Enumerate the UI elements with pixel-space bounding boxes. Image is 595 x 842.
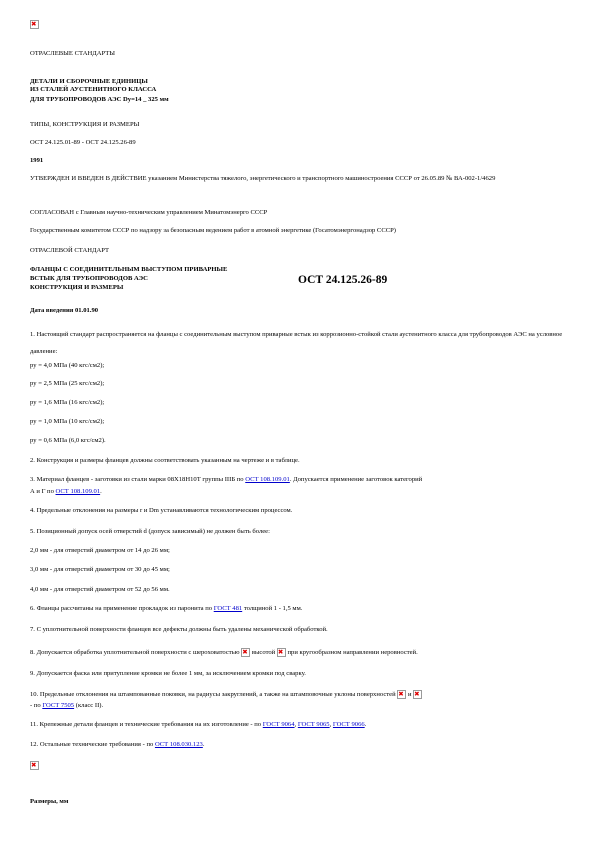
item-11-text-a: 11. Крепежные детали фланцев и технические требования на их изготовление - по [30,721,262,728]
item-10-text-a: 10. Предельные отклонения на штампованные поковки, на радиусы закруглений, а также на штамповочные уклоны поверхностей [30,691,396,699]
item-5: 5. Позиционный допуск осей отверстий d (допуск зависимый) не должен быть более: [30,528,270,535]
item-11-end: . [364,721,367,728]
item-3-text-c: А и Г по [30,488,54,495]
item-10-text-d: (класс II). [75,702,104,709]
item-8-text-b: высотой [251,649,276,657]
gost-9066-link[interactable]: ГОСТ 9066 [332,721,365,728]
item-6 [30,605,302,613]
item-12-text-a: 12. Остальные технические требования - по [30,741,154,748]
dimensions-label: Размеры, мм [30,798,69,805]
title-line-2: ИЗ СТАЛЕЙ АУСТЕНИТНОГО КЛАССА [30,86,157,93]
surface-symbol-1-icon [397,690,406,699]
item-3-text-d: . [100,488,102,495]
item-8-text-c: при кругообразном направлении неровностей. [287,649,418,657]
item-12 [30,741,204,749]
agreed-text-1: СОГЛАСОВАН с Главным научно-техническим управлением Минатомэнерго СССР [30,209,268,216]
tolerance-3: 4,0 мм - для отверстий диаметром от 52 до 56 мм. [30,586,170,593]
item-8-text-a: 8. Допускается обработка уплотнительной поверхности с шероховатостью [30,649,240,657]
pressure-2: py = 2,5 МПа (25 кгс/см2); [30,380,105,387]
pressure-3: py = 1,6 МПа (16 кгс/см2); [30,399,105,406]
pressure-1: py = 4,0 МПа (40 кгс/см2); [30,362,105,369]
ost-108-109-01-link[interactable]: ОСТ 108.109.01 [245,476,290,483]
standard-code: ОСТ 24.125.26-89 [298,274,388,286]
roughness-height-icon [277,648,286,657]
standard-name-line-3: КОНСТРУКЦИЯ И РАЗМЕРЫ [30,284,124,291]
item-9: 9. Допускается фаска или притупление кромки не более 1 мм, за исключением кромки под сварку. [30,670,306,677]
item-3-text-b: . Допускается применение заготовок категорий [289,476,423,483]
roughness-symbol-icon [241,648,250,657]
item-10-line-2 [30,702,103,710]
gost-9064-link[interactable]: ГОСТ 9064 [262,721,295,728]
year: 1991 [30,157,44,164]
gost-9065-link[interactable]: ГОСТ 9065 [297,721,330,728]
title-line-3: ДЛЯ ТРУБОПРОВОДОВ АЭС Dy=14 _ 325 мм [30,96,169,103]
standard-name-line-1: ФЛАНЦЫ С СОЕДИНИТЕЛЬНЫМ ВЫСТУПОМ ПРИВАРНЫЕ [30,266,228,273]
item-6-text-b: толщиной 1 - 1,5 мм. [243,605,303,612]
title-line-1: ДЕТАЛИ И СБОРОЧНЫЕ ЕДИНИЦЫ [30,78,148,85]
gost-7505-link[interactable]: ГОСТ 7505 [42,702,75,709]
broken-image-icon-drawing [30,761,39,770]
item-11-separator-1: , [294,721,297,728]
item-10-text-c: - по [30,702,41,709]
gost-481-link[interactable]: ГОСТ 481 [213,605,243,612]
item-4: 4. Предельные отклонения на размеры r и Dm устанавливаются технологическим процессом. [30,507,293,514]
ost-108-109-01-link-2[interactable]: ОСТ 108.109.01 [55,488,101,495]
item-2: 2. Конструкция и размеры фланцев должны соответствовать указанным на чертеже и в таблице. [30,457,300,464]
introduction-date: Дата введения 01.01.90 [30,307,99,314]
tolerance-2: 3,0 мм - для отверстий диаметром от 30 до 45 мм; [30,566,170,573]
ost-108-030-123-link[interactable]: ОСТ 108.030.123 [154,741,203,748]
item-12-end: . [202,741,205,748]
industry-standards-label: ОТРАСЛЕВЫЕ СТАНДАРТЫ [30,50,116,57]
ost-range: ОСТ 24.125.01-89 - ОСТ 24.125.26-89 [30,139,136,146]
item-6-text-a: 6. Фланцы рассчитаны на применение прокладок из паронита по [30,605,213,612]
approved-text: УТВЕРЖДЕН И ВВЕДЕН В ДЕЙСТВИЕ указанием Министерства тяжелого, энергетического и транспортного машиностроения СССР от 26.05.89 № ВА-002-1/4629 [30,175,496,182]
item-7: 7. С уплотнительной поверхности фланцев все дефекты должны быть удалены механической обработкой. [30,626,328,633]
item-10-text-b: и [407,691,412,699]
item-3-line-2 [30,488,102,496]
standard-name-line-2: ВСТЫК ДЛЯ ТРУБОПРОВОДОВ АЭС [30,275,148,282]
surface-symbol-2-icon [413,690,422,699]
item-8 [30,648,418,657]
pressure-5: py = 0,6 МПа (6,0 кгс/см2). [30,437,106,444]
item-3-line-1 [30,476,422,484]
item-11 [30,721,366,729]
tolerance-1: 2,0 мм - для отверстий диаметром от 14 до 26 мм; [30,547,170,554]
item-11-separator-2: , [329,721,332,728]
item-3-text-a: 3. Материал фланцев - заготовки из стали марки 08Х18Н10Т группы IIIБ по [30,476,244,483]
subtitle: ТИПЫ, КОНСТРУКЦИЯ И РАЗМЕРЫ [30,121,140,128]
item-1: 1. Настоящий стандарт распространяется на фланцы с соединительным выступом приварные встык из коррозионно-стойкой стали аустенитного класса для трубопроводов АЭС на условное давление: [30,331,563,355]
pressure-4: py = 1,0 МПа (10 кгс/см2); [30,418,105,425]
agreed-text-2: Государственным комитетом СССР по надзору за безопасным ведением работ в атомной энергетике (Госатомэнергонадзор СССР) [30,227,396,234]
standard-label: ОТРАСЛЕВОЙ СТАНДАРТ [30,247,110,254]
item-10-line-1 [30,690,422,699]
broken-image-icon [30,20,39,29]
